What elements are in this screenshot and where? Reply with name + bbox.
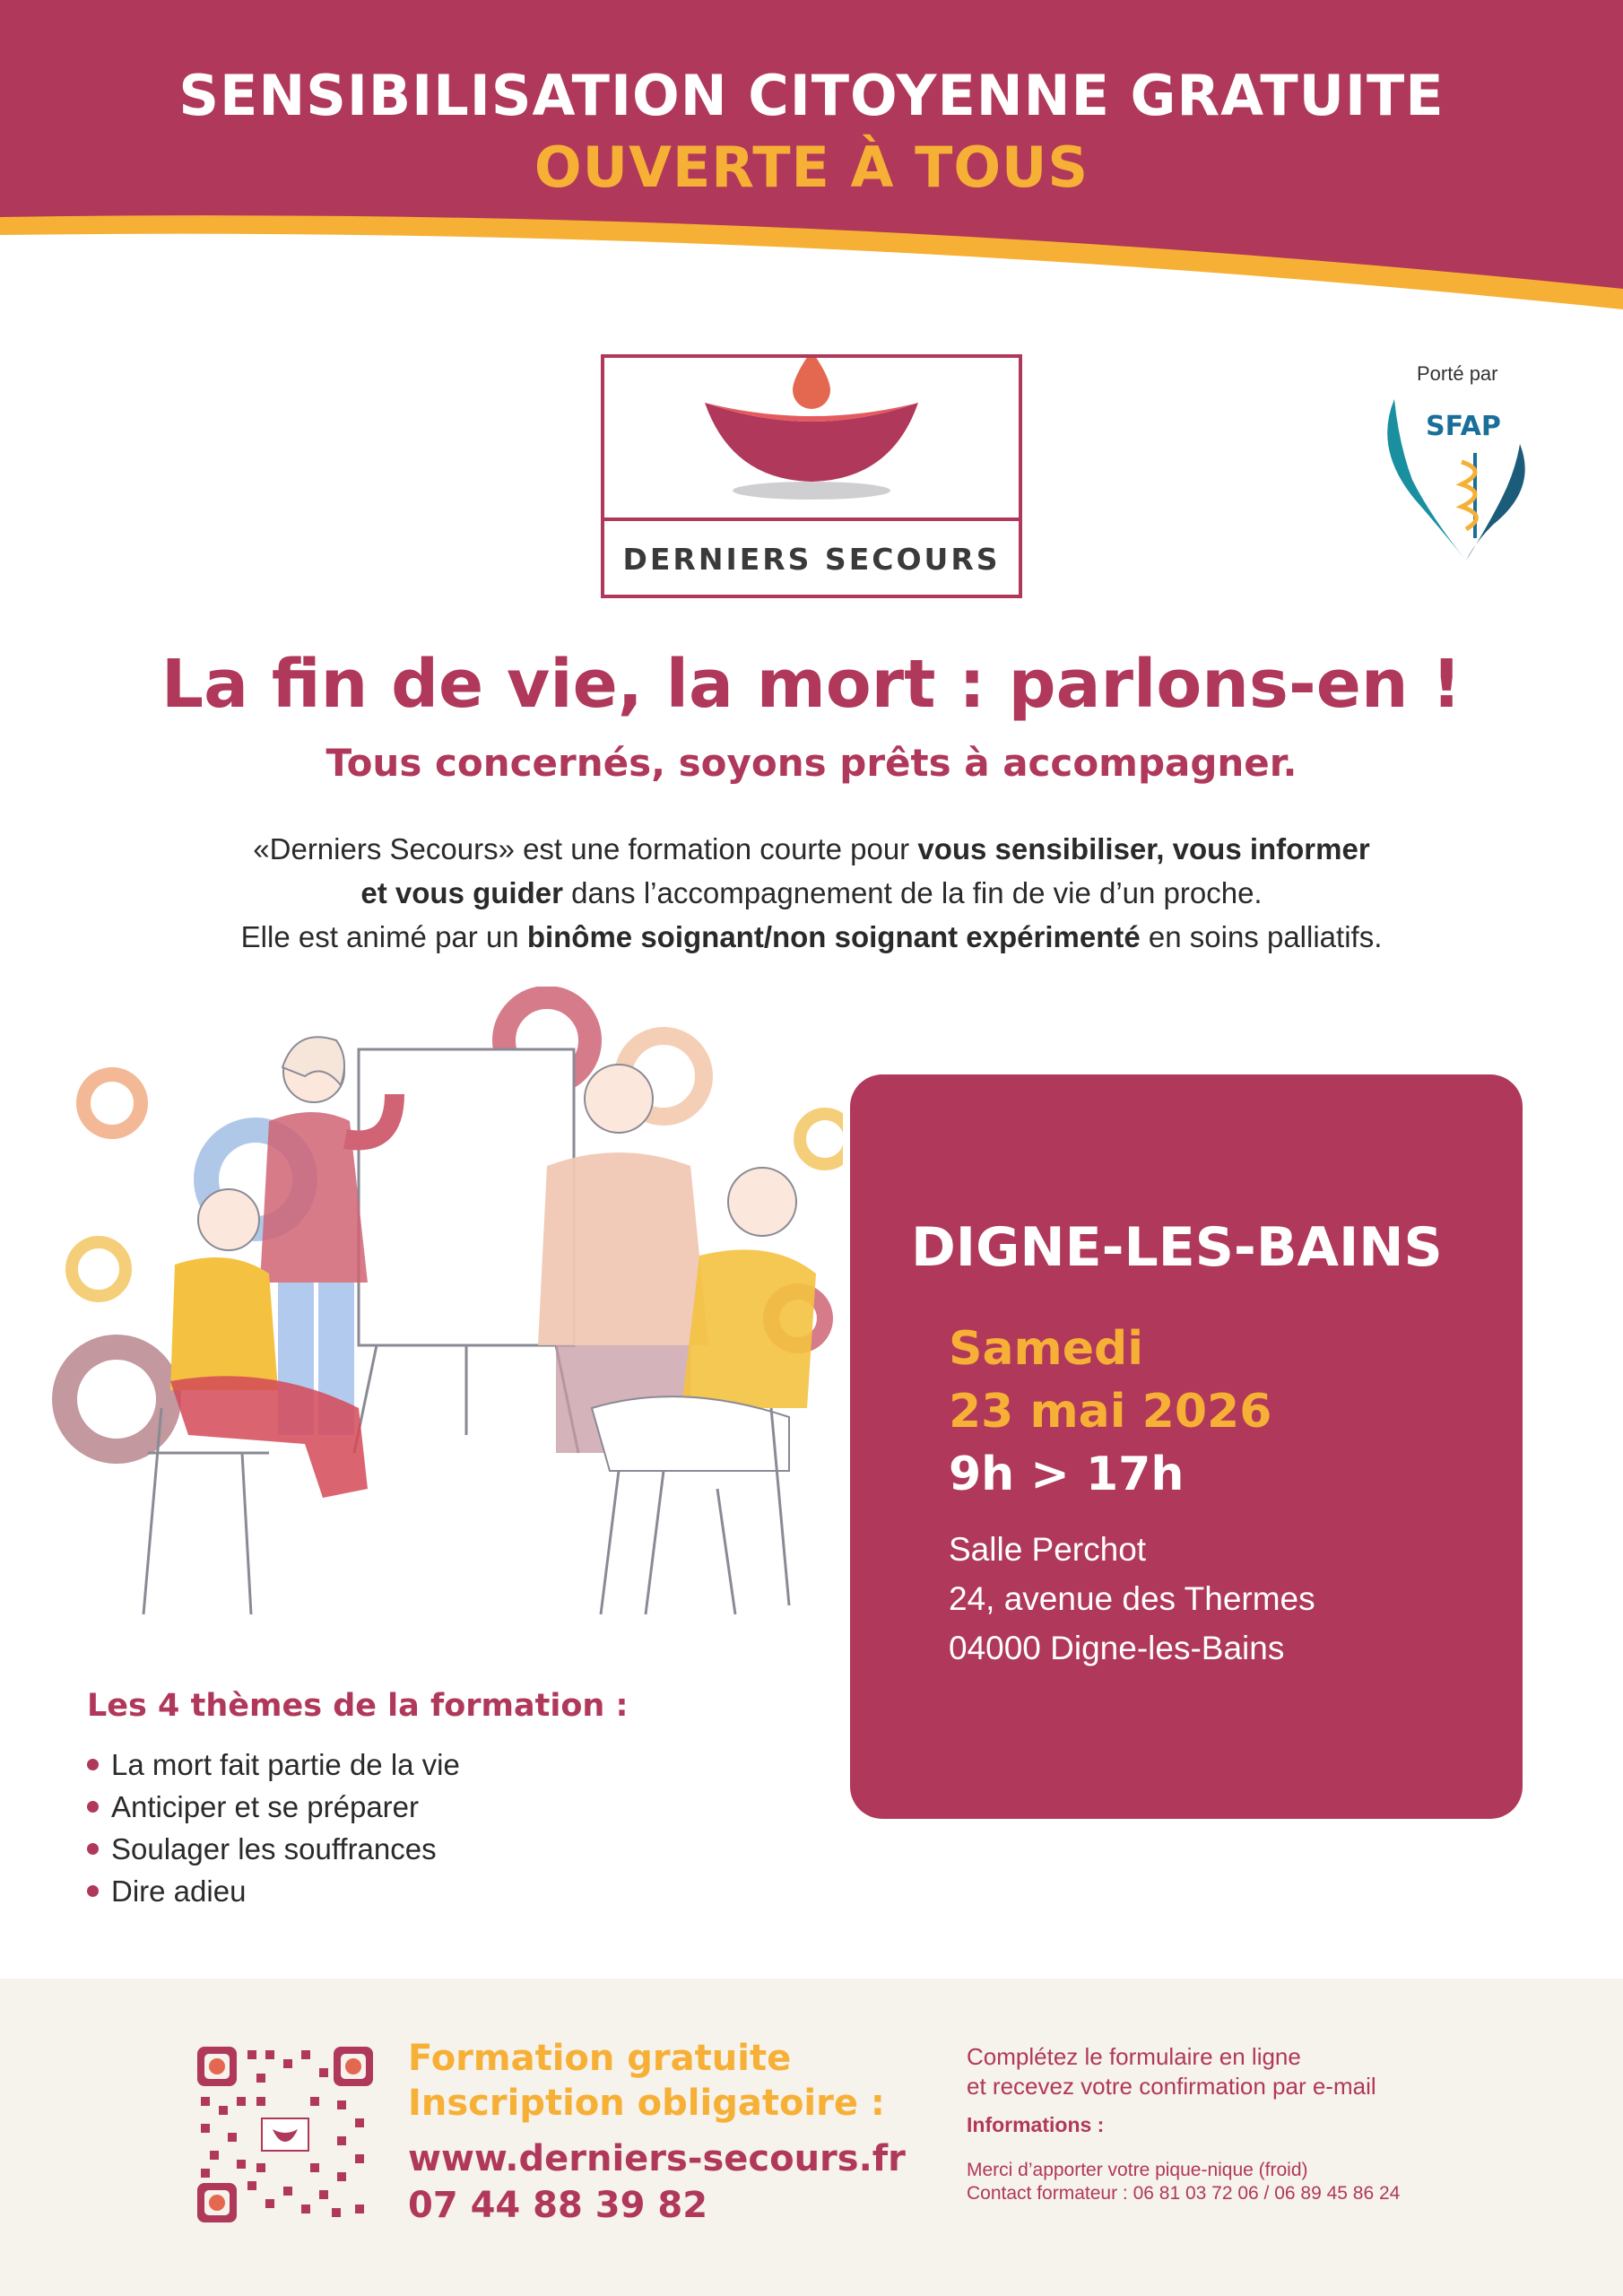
themes-list [87, 1744, 460, 1912]
venue-street: 24, avenue des Thermes [949, 1580, 1315, 1617]
bullet-icon [87, 1885, 99, 1897]
list-item: Soulager les souffrances [87, 1828, 460, 1870]
footer-contact: Contact formateur : 06 81 03 72 06 / 06 89 45 86 24 [967, 2183, 1401, 2204]
event-date: 23 mai 2026 [949, 1385, 1272, 1439]
list-item: La mort fait partie de la vie [87, 1744, 460, 1786]
footer-free-training: Formation gratuite [408, 2038, 792, 2079]
list-item: Anticiper et se préparer [87, 1786, 460, 1828]
sfap-text: SFAP [1426, 411, 1501, 442]
logo-text: DERNIERS SECOURS [622, 542, 1001, 577]
list-item: Dire adieu [87, 1870, 460, 1912]
event-card [850, 1074, 1523, 1819]
event-time: 9h > 17h [949, 1448, 1185, 1501]
derniers-secours-logo [601, 354, 1022, 598]
event-city: DIGNE-LES-BAINS [911, 1216, 1443, 1279]
group-discussion-illustration [36, 987, 843, 1668]
footer-info-label: Informations : [967, 2113, 1105, 2136]
phone-number[interactable]: 07 44 88 39 82 [408, 2185, 708, 2226]
page-title: La fin de vie, la mort : parlons-en ! [161, 646, 1462, 723]
bullet-icon [87, 1801, 99, 1813]
website-link[interactable]: www.derniers-secours.fr [408, 2138, 906, 2179]
header-banner [0, 0, 1623, 323]
partner-label: Porté par [1417, 362, 1498, 385]
bullet-icon [87, 1843, 99, 1855]
sfap-logo [1376, 390, 1538, 570]
footer-registration: Inscription obligatoire : [408, 2083, 885, 2124]
bowl-drop-icon [604, 358, 1019, 517]
logo-divider [604, 517, 1019, 521]
header-title: SENSIBILISATION CITOYENNE GRATUITE [178, 63, 1445, 128]
bullet-icon [87, 1759, 99, 1770]
venue-name: Salle Perchot [949, 1531, 1147, 1568]
page-subtitle: Tous concernés, soyons prêts à accompagner. [325, 741, 1298, 785]
footer-picnic-note: Merci d’apporter votre pique-nique (froid) [967, 2160, 1308, 2180]
footer-form-line1: Complétez le formulaire en ligne [967, 2043, 1301, 2070]
themes-title: Les 4 thèmes de la formation : [87, 1688, 629, 1724]
venue-postal: 04000 Digne-les-Bains [949, 1630, 1285, 1666]
qr-code-icon[interactable] [197, 2047, 373, 2222]
header-subtitle: OUVERTE À TOUS [534, 135, 1089, 200]
event-address [949, 1525, 1315, 1673]
footer-form-line2: et recevez votre confirmation par e-mail [967, 2073, 1376, 2100]
intro-paragraph: «Derniers Secours» est une formation courte pour vous sensibiliser, vous informer et vous guider dans l’accompagnement de la fin de vie d’un proche. Elle est animé par un binôme soignant/non soignant expérimenté en soins palliatifs. [240, 832, 1383, 953]
event-day: Samedi [949, 1322, 1144, 1376]
